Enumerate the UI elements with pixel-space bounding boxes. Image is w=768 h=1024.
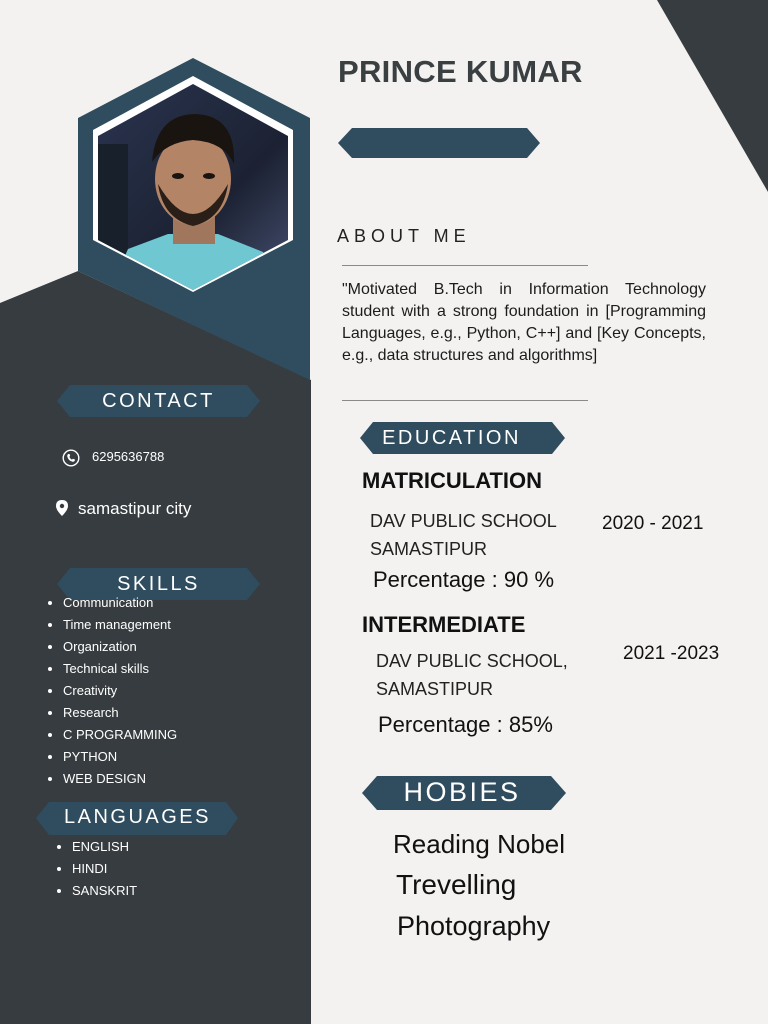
education-years: 2020 - 2021: [602, 513, 704, 534]
list-item: • Technical skills: [63, 659, 177, 681]
school-location: SAMASTIPUR: [376, 679, 494, 699]
phone-number[interactable]: 6295636788: [92, 449, 165, 464]
about-bottom-divider: [342, 400, 588, 401]
list-item: • Time management: [63, 615, 177, 637]
list-item: • ENGLISH: [72, 837, 137, 859]
hobby-item: Reading Nobel: [393, 829, 566, 859]
location-pin-icon: [56, 500, 68, 516]
school-name: DAV PUBLIC SCHOOL: [370, 511, 557, 531]
list-item: • Creativity: [63, 681, 177, 703]
languages-list: [54, 837, 137, 903]
skills-title: SKILLS: [117, 573, 200, 595]
list-item: • Organization: [63, 637, 177, 659]
location-text: samastipur city: [78, 499, 192, 518]
list-item: • WEB DESIGN: [63, 769, 177, 791]
contact-title: CONTACT: [102, 390, 215, 412]
education-level-intermediate: INTERMEDIATE: [362, 612, 526, 637]
hobby-item: Photography: [397, 911, 551, 941]
name-underline-tag: [338, 128, 540, 158]
school-location: SAMASTIPUR: [370, 539, 488, 559]
languages-title: LANGUAGES: [64, 806, 211, 828]
about-top-divider: [342, 265, 588, 266]
hobby-item: Trevelling: [396, 869, 517, 900]
phone-icon: [62, 449, 80, 467]
profile-photo: [88, 84, 298, 294]
education-title: EDUCATION: [382, 427, 521, 449]
list-item: • Communication: [63, 593, 177, 615]
school-name: DAV PUBLIC SCHOOL,: [376, 651, 568, 671]
person-name: PRINCE KUMAR: [338, 54, 583, 89]
about-text: "Motivated B.Tech in Information Technology student with a strong foundation in [Programming Languages, e.g., Python, C++] and [Key Concepts, e.g., data structures and algorithms]: [342, 281, 706, 364]
list-item: • SANSKRIT: [72, 881, 137, 903]
education-level-matriculation: MATRICULATION: [362, 468, 543, 493]
list-item: • C PROGRAMMING: [63, 725, 177, 747]
list-item: • HINDI: [72, 859, 137, 881]
education-years: 2021 -2023: [623, 643, 720, 664]
percentage-text: Percentage : 85%: [378, 712, 553, 737]
hobbies-title: HOBIES: [403, 777, 521, 807]
list-item: • Research: [63, 703, 177, 725]
list-item: • PYTHON: [63, 747, 177, 769]
corner-triangle: [657, 0, 768, 192]
percentage-text: Percentage : 90 %: [373, 567, 555, 592]
about-title: ABOUT ME: [337, 226, 471, 246]
skills-list: [45, 593, 177, 791]
